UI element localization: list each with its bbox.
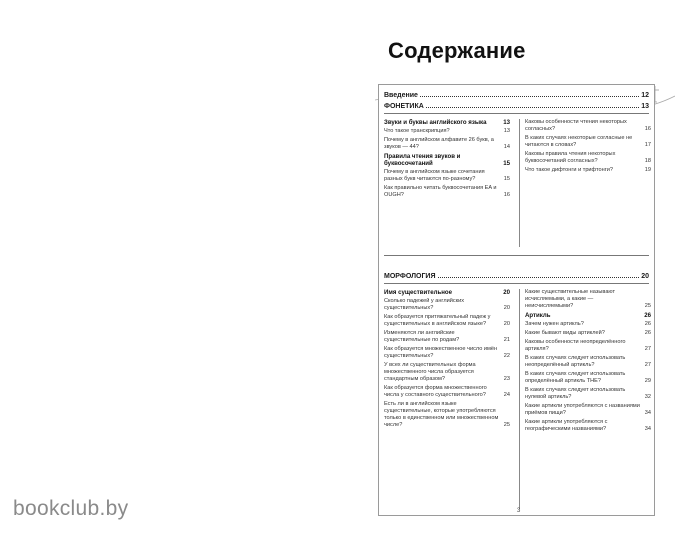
toc-entry-title: Зачем нужен артикль? bbox=[525, 321, 584, 327]
leader-dots bbox=[426, 101, 639, 108]
toc-phonetics-label: ФОНЕТИКА bbox=[384, 103, 424, 110]
toc-entry-title: Что такое дифтонги и трифтонги? bbox=[525, 167, 614, 173]
toc-entry[interactable] bbox=[384, 346, 510, 360]
toc-entry-page: 34 bbox=[644, 410, 651, 416]
toc-intro-page: 12 bbox=[641, 92, 649, 99]
toc-entry-page: 27 bbox=[644, 362, 651, 368]
toc-entry-title: Есть ли в английском языке существительные, которые употребляются только в единственном или множественном числе? bbox=[384, 401, 499, 428]
toc-entry-page: 27 bbox=[644, 346, 651, 352]
toc-entry-page: 32 bbox=[644, 394, 651, 400]
toc-entry[interactable] bbox=[525, 330, 651, 337]
toc-entry-page: 18 bbox=[644, 158, 651, 164]
toc-entry-title: Звуки и буквы английского языка bbox=[384, 119, 487, 126]
toc-entry-page: 16 bbox=[644, 126, 651, 132]
book-page bbox=[375, 26, 663, 518]
toc-entry-title: Почему в английском языке сочетания разных букв читаются по-разному? bbox=[384, 169, 485, 182]
toc-entry-page: 13 bbox=[503, 119, 510, 126]
leader-dots bbox=[438, 271, 640, 278]
toc-entry-title: В каких случаях следует использовать неопределённый артикль? bbox=[525, 355, 626, 368]
toc-frame bbox=[378, 84, 655, 516]
toc-entry-page: 34 bbox=[644, 426, 651, 432]
toc-entry[interactable] bbox=[384, 314, 510, 328]
toc-entry[interactable] bbox=[525, 371, 651, 385]
divider bbox=[384, 113, 649, 114]
toc-entry-page: 19 bbox=[644, 167, 651, 173]
toc-entry-title: Как образуется множественное число имён существительных? bbox=[384, 346, 498, 359]
toc-entry-title: Сколько падежей у английских существительных? bbox=[384, 298, 465, 311]
toc-entry[interactable] bbox=[525, 135, 651, 149]
toc-entry[interactable] bbox=[525, 289, 651, 310]
toc-entry-page: 20 bbox=[503, 305, 510, 311]
toc-entry-title: Что такое транскрипция? bbox=[384, 128, 450, 134]
toc-entry[interactable] bbox=[384, 185, 510, 199]
toc-entry[interactable] bbox=[525, 321, 651, 328]
toc-intro[interactable] bbox=[384, 90, 649, 100]
toc-entry-title: Правила чтения звуков и буквосочетаний bbox=[384, 153, 461, 167]
toc-section-entry[interactable] bbox=[384, 119, 510, 126]
toc-morphology-label: МОРФОЛОГИЯ bbox=[384, 273, 436, 280]
toc-entry[interactable] bbox=[525, 419, 651, 433]
page-number: 3 bbox=[517, 508, 521, 514]
toc-phonetics-page: 13 bbox=[641, 103, 649, 110]
toc-entry[interactable] bbox=[384, 401, 510, 429]
toc-entry-page: 20 bbox=[503, 321, 510, 327]
toc-entry-title: Какие артикли употребляются с географическими названиями? bbox=[525, 419, 608, 432]
toc-entry-page: 17 bbox=[644, 142, 651, 148]
toc-entry[interactable] bbox=[384, 385, 510, 399]
toc-section-entry[interactable] bbox=[525, 312, 651, 319]
toc-entry-page: 23 bbox=[503, 376, 510, 382]
toc-entry-title: Какие существительные называют исчисляемыми, а какие — неисчисляемыми? bbox=[525, 289, 616, 309]
morphology-left-column bbox=[384, 289, 510, 431]
toc-entry-title: Каковы правила чтения некоторых буквосочетаний согласных? bbox=[525, 151, 616, 164]
divider bbox=[384, 283, 649, 284]
toc-section-entry[interactable] bbox=[384, 289, 510, 296]
toc-entry-title: Как правильно читать буквосочетания EA и OUGH? bbox=[384, 185, 497, 198]
toc-entry-title: Артикль bbox=[525, 312, 551, 319]
leader-dots bbox=[420, 90, 639, 97]
page-title: Содержание bbox=[388, 38, 526, 63]
toc-entry-title: В каких случаях следует использовать нулевой артикль? bbox=[525, 387, 626, 400]
morphology-right-column bbox=[519, 289, 651, 509]
toc-intro-label: Введение bbox=[384, 92, 418, 99]
toc-entry[interactable] bbox=[384, 298, 510, 312]
toc-morphology-page: 20 bbox=[641, 273, 649, 280]
toc-entry-title: Имя существительное bbox=[384, 289, 453, 296]
toc-entry-title: Почему в английском алфавите 26 букв, а звуков — 44? bbox=[384, 137, 494, 150]
toc-entry-page: 13 bbox=[503, 128, 510, 134]
toc-entry-page: 25 bbox=[644, 303, 651, 309]
toc-entry[interactable] bbox=[384, 362, 510, 383]
phonetics-right-column bbox=[519, 119, 651, 247]
toc-entry[interactable] bbox=[384, 330, 510, 344]
toc-entry-page: 16 bbox=[503, 192, 510, 198]
toc-entry-title: У всех ли существительных форма множественного числа образуется стандартным образом? bbox=[384, 362, 476, 382]
phonetics-left-column bbox=[384, 119, 510, 201]
toc-entry-title: Как образуется форма множественного числа у составного существительного? bbox=[384, 385, 487, 398]
toc-entry[interactable] bbox=[525, 119, 651, 133]
toc-phonetics[interactable] bbox=[384, 101, 649, 111]
toc-entry-page: 14 bbox=[503, 144, 510, 150]
toc-entry[interactable] bbox=[384, 137, 510, 151]
toc-entry-title: Какие бывают виды артиклей? bbox=[525, 330, 605, 336]
toc-entry[interactable] bbox=[525, 167, 651, 174]
toc-entry-page: 26 bbox=[644, 330, 651, 336]
toc-entry-title: Каковы особенности чтения некоторых согласных? bbox=[525, 119, 627, 132]
toc-entry[interactable] bbox=[384, 169, 510, 183]
toc-entry-title: В каких случаях некоторые согласные не читаются в словах? bbox=[525, 135, 633, 148]
toc-section-entry[interactable] bbox=[384, 153, 510, 167]
toc-entry-page: 15 bbox=[503, 160, 510, 167]
watermark: bookclub.by bbox=[13, 497, 129, 520]
toc-entry[interactable] bbox=[525, 355, 651, 369]
toc-entry-page: 22 bbox=[503, 353, 510, 359]
toc-entry-title: Изменяются ли английские существительные по родам? bbox=[384, 330, 460, 343]
toc-entry[interactable] bbox=[384, 128, 510, 135]
toc-entry[interactable] bbox=[525, 403, 651, 417]
toc-entry-title: В каких случаях следует использовать определённый артикль THE? bbox=[525, 371, 626, 384]
toc-entry-page: 29 bbox=[644, 378, 651, 384]
toc-morphology[interactable] bbox=[384, 271, 649, 281]
toc-entry-title: Каковы особенности неопределённого артикля? bbox=[525, 339, 626, 352]
toc-entry-page: 24 bbox=[503, 392, 510, 398]
toc-entry[interactable] bbox=[525, 151, 651, 165]
divider bbox=[384, 255, 649, 256]
toc-entry-page: 26 bbox=[644, 321, 651, 327]
toc-entry-title: Как образуется притяжательный падеж у существительных в английском языке? bbox=[384, 314, 491, 327]
toc-entry-page: 21 bbox=[503, 337, 510, 343]
toc-entry-page: 15 bbox=[503, 176, 510, 182]
toc-entry-title: Какие артикли употребляются с названиями приёмов пищи? bbox=[525, 403, 640, 416]
toc-entry[interactable] bbox=[525, 387, 651, 401]
toc-entry-page: 20 bbox=[503, 289, 510, 296]
toc-entry[interactable] bbox=[525, 339, 651, 353]
toc-entry-page: 25 bbox=[503, 422, 510, 428]
toc-entry-page: 26 bbox=[644, 312, 651, 319]
